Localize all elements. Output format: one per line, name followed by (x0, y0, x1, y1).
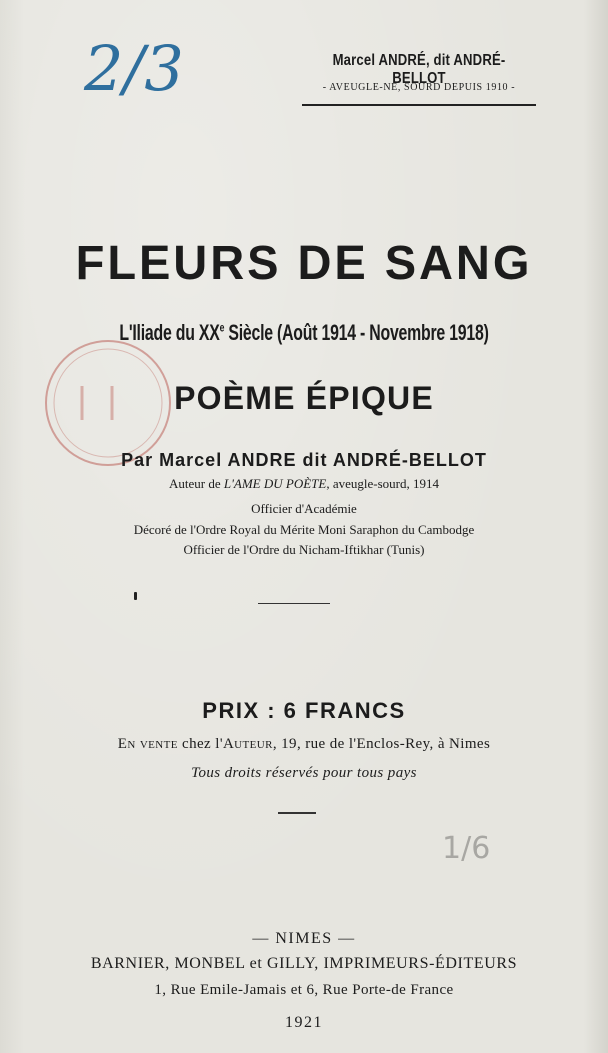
sale-notice (0, 736, 608, 753)
sale-suffix: , 19, rue de l'Enclos-Rey, à Nimes (272, 736, 491, 752)
sale-prefix: En vente (117, 736, 178, 752)
credit-prefix: Auteur de (169, 476, 224, 491)
author-header-subtitle: - AVEUGLE-NÉ, SOURD DEPUIS 1910 - (322, 82, 516, 93)
author-header-name: Marcel ANDRÉ, dit ANDRÉ-BELLOT (332, 52, 506, 87)
section-divider (258, 603, 330, 604)
subtitle-rest: Siècle (Août 1914 - Novembre 1918) (224, 320, 489, 345)
credit-work-title: L'AME DU POÈTE (223, 476, 327, 491)
pencil-note: 1/6 (442, 831, 490, 866)
credit-suffix: , aveugle-sourd, 1914 (326, 476, 439, 491)
credit-line-cambodge: Décoré de l'Ordre Royal du Mérite Moni Saraphon du Cambodge (133, 522, 475, 537)
credit-line-tunis: Officier de l'Ordre du Nicham-Iftikhar (Tunis) (183, 542, 425, 557)
imprint-year: 1921 (285, 1014, 323, 1031)
imprint-city: — NIMES — (252, 930, 356, 947)
imprint-address: 1, Rue Emile-Jamais et 6, Rue Porte-de France (154, 982, 454, 998)
handwritten-note: 2/3 (84, 32, 184, 105)
credit-line-author-of (0, 476, 608, 492)
imprint-printer: BARNIER, MONBEL et GILLY, IMPRIMEURS-ÉDITEURS (90, 955, 518, 972)
credit-line-academie: Officier d'Académie (251, 501, 357, 516)
author-header-rule (302, 104, 536, 106)
subtitle-superscript: e (219, 320, 225, 335)
byline: Par Marcel ANDRE dit ANDRÉ-BELLOT (121, 450, 487, 470)
genre-heading: POÈME ÉPIQUE (174, 380, 434, 416)
short-divider (278, 812, 316, 814)
handwritten-shelf-mark (78, 10, 188, 180)
rights-notice: Tous droits réservés pour tous pays (191, 765, 417, 781)
price: PRIX : 6 FRANCS (202, 698, 406, 723)
sale-author: Auteur (222, 736, 273, 752)
sale-middle: chez l' (177, 736, 223, 752)
ink-speck (134, 592, 137, 600)
subtitle-main: L'Iliade du XX (119, 320, 220, 345)
book-title: FLEURS DE SANG (75, 237, 533, 290)
pencil-mark (440, 818, 490, 874)
